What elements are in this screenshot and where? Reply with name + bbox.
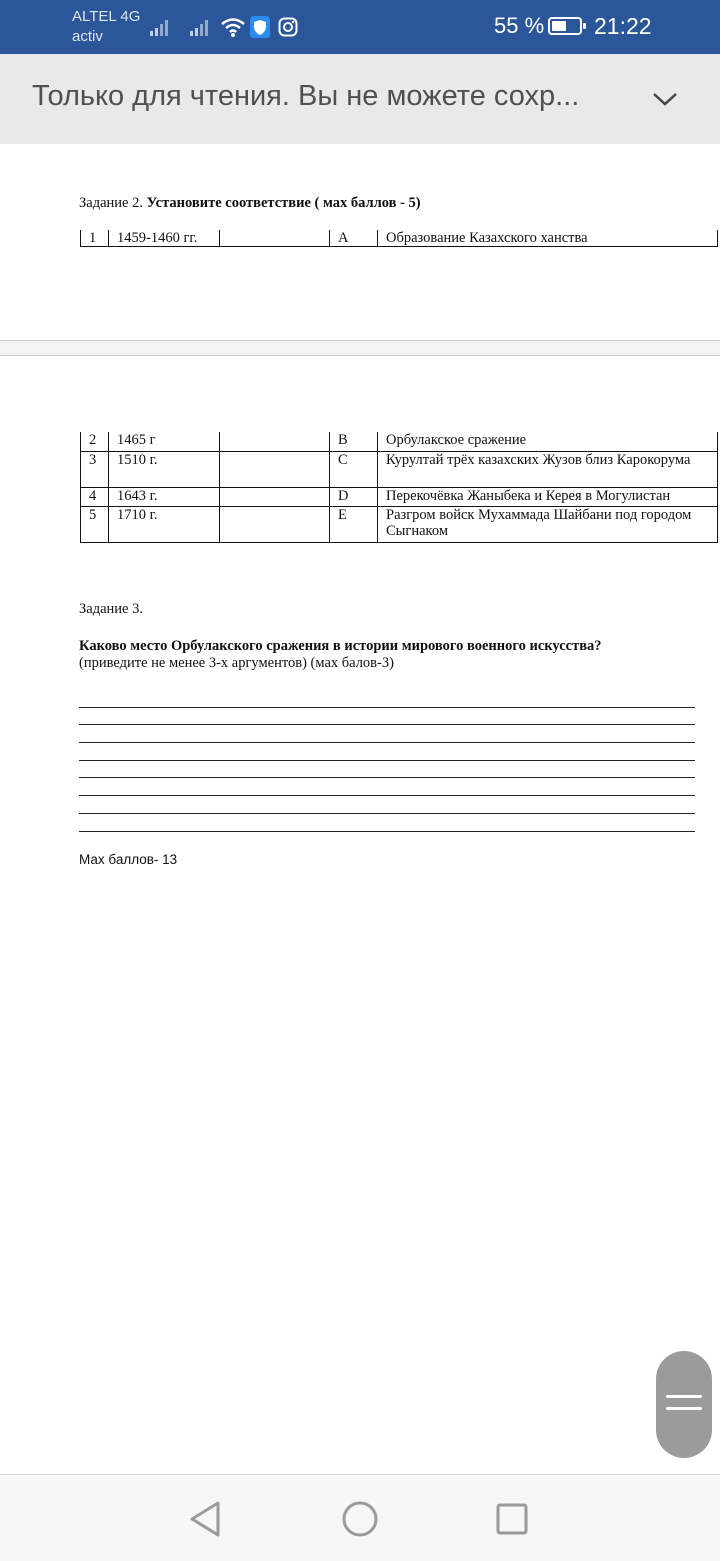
row-number: 4 <box>81 487 109 506</box>
page-break <box>0 340 720 356</box>
row-event: Курултай трёх казахских Жузов близ Карокорума <box>378 451 718 487</box>
row-event: Перекочёвка Жаныбека и Керея в Могулистан <box>378 487 718 506</box>
instagram-icon <box>278 17 298 37</box>
row-answer <box>220 230 330 247</box>
task2-title <box>79 195 421 212</box>
task2-heading: Установите соответствие ( мах баллов - 5) <box>146 195 421 211</box>
battery-fill <box>552 21 566 31</box>
row-number: 3 <box>81 451 109 487</box>
answer-line <box>79 724 695 725</box>
row-date: 1710 г. <box>109 506 220 542</box>
row-letter: C <box>330 451 378 487</box>
task3-note: (приведите не менее 3-х аргументов) (мах балов-3) <box>79 655 394 671</box>
answer-line <box>79 831 695 832</box>
row-answer <box>220 451 330 487</box>
row-number: 1 <box>81 230 109 247</box>
readonly-banner[interactable] <box>0 54 720 144</box>
signal-icon <box>190 18 212 36</box>
battery-icon <box>548 17 582 35</box>
battery-percent: 55 % <box>494 13 545 38</box>
row-number: 2 <box>81 432 109 451</box>
table-row <box>81 432 718 451</box>
answer-line <box>79 707 695 708</box>
table-row <box>81 506 718 542</box>
task2-label: Задание 2. <box>79 195 143 211</box>
row-event: Образование Казахского ханства <box>378 230 718 247</box>
row-date: 1510 г. <box>109 451 220 487</box>
status-bar <box>0 0 720 54</box>
back-icon[interactable] <box>186 1499 226 1539</box>
row-date: 1465 г <box>109 432 220 451</box>
scroll-handle[interactable] <box>656 1351 712 1458</box>
row-letter: E <box>330 506 378 542</box>
row-letter: D <box>330 487 378 506</box>
task3-question: Каково место Орбулакского сражения в истории мирового военного искусства? <box>79 638 602 654</box>
row-letter: B <box>330 432 378 451</box>
navigation-bar <box>0 1474 720 1561</box>
max-total: Мах баллов- 13 <box>79 852 178 867</box>
document-page <box>0 144 720 1474</box>
wifi-icon <box>220 16 246 38</box>
table-row <box>81 451 718 487</box>
match-table-part1 <box>80 230 718 247</box>
carrier-sub: activ <box>72 28 103 45</box>
shield-icon <box>250 16 270 38</box>
clock: 21:22 <box>594 13 652 39</box>
row-letter: A <box>330 230 378 247</box>
task3-label: Задание 3. <box>79 601 143 617</box>
row-date: 1459-1460 гг. <box>109 230 220 247</box>
match-table-part2 <box>80 432 718 543</box>
row-event: Разгром войск Мухаммада Шайбани под городом Сыгнаком <box>378 506 718 542</box>
row-answer <box>220 506 330 542</box>
row-answer <box>220 432 330 451</box>
answer-line <box>79 813 695 814</box>
recents-icon[interactable] <box>492 1499 532 1539</box>
carrier-name: ALTEL 4G <box>72 8 141 25</box>
table-row <box>81 487 718 506</box>
home-icon[interactable] <box>340 1499 380 1539</box>
chevron-down-icon[interactable] <box>650 84 680 114</box>
answer-line <box>79 777 695 778</box>
readonly-text: Только для чтения. Вы не можете сохр... <box>32 80 580 112</box>
row-date: 1643 г. <box>109 487 220 506</box>
signal-icon <box>150 18 172 36</box>
table-row <box>81 230 718 247</box>
row-event: Орбулакское сражение <box>378 432 718 451</box>
carrier-info <box>72 7 140 47</box>
row-number: 5 <box>81 506 109 542</box>
row-answer <box>220 487 330 506</box>
answer-line <box>79 795 695 796</box>
answer-line <box>79 742 695 743</box>
answer-line <box>79 760 695 761</box>
